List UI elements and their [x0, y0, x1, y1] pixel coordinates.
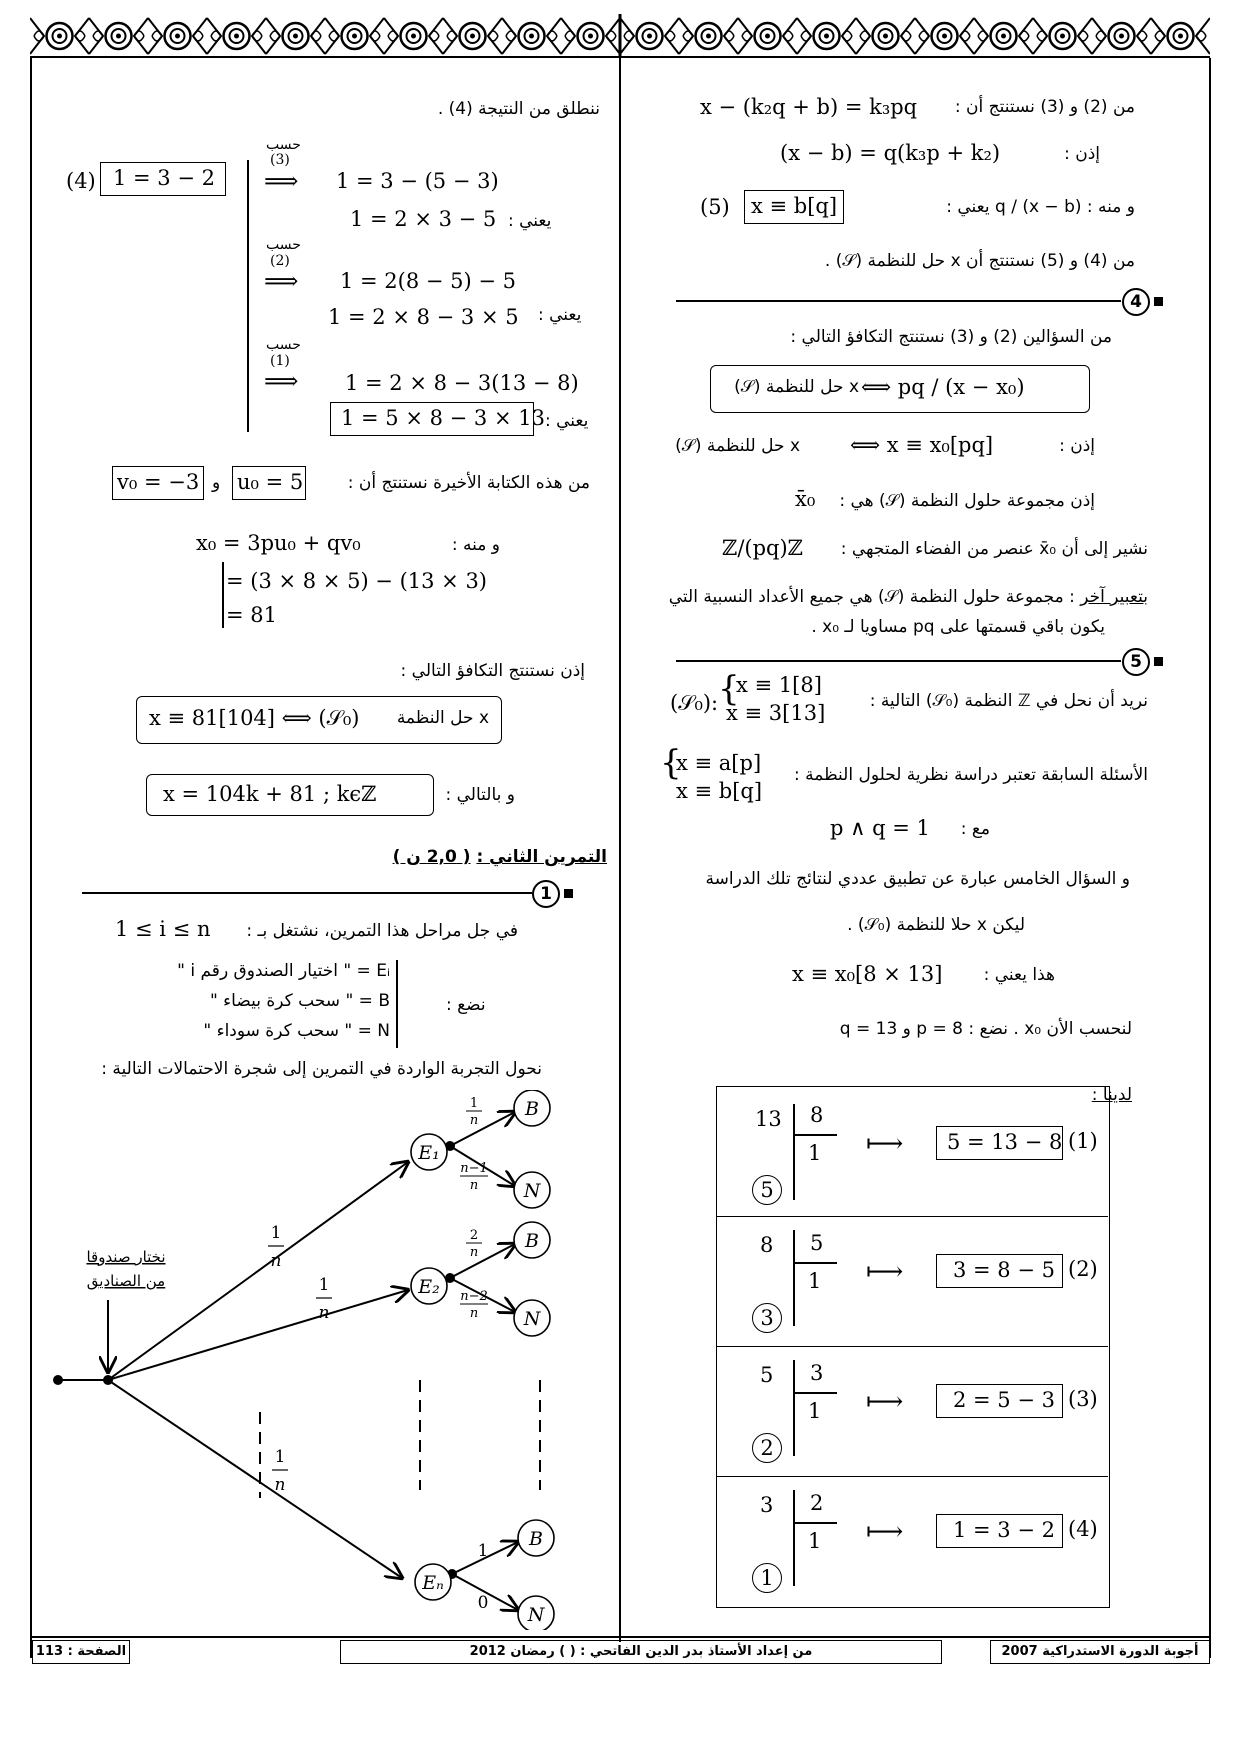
- r-section-4-marker: [1122, 288, 1163, 316]
- l-line3-c: = 81: [226, 603, 277, 627]
- r-section-4-num: 4: [1122, 288, 1150, 316]
- l-step3: 1 = 2 × 8 − 3(13 − 8): [345, 371, 579, 395]
- tree-p1n-num: n−1: [460, 1161, 488, 1176]
- tree-p2n-num: n−2: [460, 1289, 488, 1304]
- r-div4-dividend: 3: [760, 1493, 774, 1517]
- column-divider: [619, 58, 621, 1642]
- l-general-solution-box: [146, 774, 434, 816]
- l-section-1-num: 1: [532, 880, 560, 908]
- l-step1b-text: يعني :: [508, 211, 552, 231]
- r-div1-remainder: 5: [752, 1175, 782, 1205]
- r-div2-arrow: ⟼: [866, 1257, 904, 1287]
- r-line17-text: لدينا :: [1091, 1085, 1132, 1105]
- l-general-solution: x = 104k + 81 ; kϵℤ: [163, 782, 377, 806]
- l-step3b-text: يعني :: [545, 411, 589, 431]
- r-div3-arrow: ⟼: [866, 1387, 904, 1417]
- r-div3-hbar: [793, 1392, 837, 1394]
- r-div3-remainder: 2: [752, 1433, 782, 1463]
- l-implies-1: ⟹: [264, 167, 299, 195]
- r-div3-tag: (3): [1068, 1387, 1098, 1411]
- r-line10-b: x ≡ 3[13]: [726, 701, 826, 725]
- l-implies-3: ⟹: [264, 367, 299, 395]
- l-line4-text: إذن نستنتج التكافؤ التالي :: [400, 661, 585, 681]
- probability-tree: [40, 1090, 580, 1630]
- r-equiv2-text: x حل للنظمة (𝒮): [675, 436, 800, 456]
- tree-e2-label: E₂: [418, 1276, 440, 1298]
- l-exercise2-points: ( 2,0 ن ): [392, 847, 471, 867]
- r-div4-quotient: 1: [808, 1529, 822, 1553]
- l-box-start: [100, 162, 226, 196]
- r-div3-dividend: 5: [760, 1363, 774, 1387]
- r-line4-text: من (4) و (5) نستنتج أن x حل للنظمة (𝒮) .: [824, 251, 1135, 271]
- r-section-5-num: 5: [1122, 648, 1150, 676]
- tree-p2b-num: 2: [469, 1228, 479, 1243]
- r-line10-brace: {: [718, 669, 740, 709]
- tree-wn-den: n: [274, 1475, 286, 1495]
- r-div3-result-box: [936, 1384, 1063, 1418]
- l-ref-3: (1): [270, 353, 290, 369]
- r-section-5-marker: [1122, 648, 1163, 676]
- l-box-final: [330, 402, 545, 436]
- tree-w2-den: n: [318, 1303, 330, 1323]
- r-line5-text: من السؤالين (2) و (3) نستنتج التكافؤ التالي :: [790, 327, 1112, 347]
- r-div1-result-box: [936, 1126, 1063, 1160]
- r-div4-remainder: 1: [752, 1563, 782, 1593]
- l-section-1-marker: [532, 880, 573, 908]
- l-step1: 1 = 3 − (5 − 3): [336, 169, 499, 193]
- r-div3-result: 2 = 5 − 3: [953, 1388, 1055, 1412]
- tree-wn-num: 1: [274, 1447, 286, 1467]
- tree-p1n-den: n: [469, 1178, 479, 1193]
- tree-b1-label: B: [525, 1098, 539, 1120]
- r-div4-result-box: [936, 1514, 1063, 1548]
- r-section-4-square: [1154, 297, 1163, 306]
- l-hasab-1: حسب: [266, 137, 301, 153]
- r-line10-lhs: (𝒮₀):: [670, 691, 719, 715]
- l-def-b: B = " سحب كرة بيضاء ": [209, 991, 390, 1011]
- r-line11-b: x ≡ b[q]: [676, 779, 763, 803]
- r-line8-text: : مجموعة حلول النظمة (𝒮) هي جميع الأعداد النسبية التي: [668, 587, 1075, 607]
- l-exercise2-heading: [393, 848, 607, 867]
- r-box-x-mod-q-text: x ≡ b[q]: [751, 194, 838, 218]
- r-line6-text: إذن مجموعة حلول النظمة (𝒮) هي :: [839, 491, 1095, 511]
- r-line15-text: هذا يعني :: [983, 965, 1055, 985]
- l-defs-bar: [396, 960, 398, 1048]
- l-line3-text: و منه :: [451, 535, 500, 555]
- r-line2-math: (x − b) = q(k₃p + k₂): [780, 141, 1001, 165]
- r-line12-text: مع :: [960, 819, 990, 839]
- l-line3-b: = (3 × 8 × 5) − (13 × 3): [226, 569, 487, 593]
- tree-p1b-num: 1: [469, 1096, 479, 1111]
- tree-p2n-den: n: [469, 1306, 479, 1321]
- r-div4-arrow: ⟼: [866, 1517, 904, 1547]
- tree-pnn: 0: [477, 1593, 489, 1613]
- r-div1-divisor: 8: [810, 1103, 824, 1127]
- r-line11-a: x ≡ a[p]: [676, 751, 762, 775]
- r-equiv1-text: x حل للنظمة (𝒮): [734, 377, 859, 397]
- l-sep-1: [82, 892, 532, 894]
- l-step2: 1 = 2(8 − 5) − 5: [340, 269, 517, 293]
- r-line2-text: إذن :: [1064, 144, 1100, 164]
- tree-pnb: 1: [477, 1541, 489, 1561]
- l-line3-bar: [222, 562, 224, 628]
- l-u0: u₀ = 5: [237, 470, 304, 494]
- l-line6-text: في جل مراحل هذا التمرين، نشتغل بـ :: [246, 921, 518, 941]
- l-line6-math: 1 ≤ i ≤ n: [115, 917, 211, 941]
- l-line5-text: و بالتالي :: [445, 785, 515, 805]
- footer-page-number: الصفحة : 113: [32, 1640, 130, 1664]
- tree-edges: [58, 1112, 540, 1610]
- footer-top-line: [30, 1636, 1210, 1638]
- l-step2b: 1 = 2 × 8 − 3 × 5: [328, 305, 519, 329]
- r-line11-brace: {: [660, 743, 682, 783]
- l-line7-text: نحول التجربة الواردة في التمرين إلى شجرة الاحتمالات التالية :: [101, 1059, 542, 1079]
- r-div4-tag: (4): [1068, 1517, 1098, 1541]
- l-v0: v₀ = −3: [117, 470, 200, 494]
- r-div2-result: 3 = 8 − 5: [953, 1258, 1055, 1282]
- l-exercise2-title: التمرين الثاني :: [476, 847, 607, 867]
- l-equiv1-math: x ≡ 81[104] ⟺ (𝒮₀): [149, 706, 360, 730]
- r-equiv2-math: ⟺ x ≡ x₀[pq]: [850, 433, 994, 457]
- l-ref-1: (3): [270, 152, 290, 168]
- r-div4-divisor: 2: [810, 1491, 824, 1515]
- r-line7-math: ℤ/(pq)ℤ: [722, 536, 804, 560]
- r-line11-text: الأسئلة السابقة تعتبر دراسة نظرية لحلول النظمة :: [794, 765, 1148, 785]
- l-hasab-2: حسب: [266, 237, 301, 253]
- r-div2-remainder: 3: [752, 1303, 782, 1333]
- tree-root-dot: [53, 1375, 63, 1385]
- r-div1-quotient: 1: [808, 1141, 822, 1165]
- frame-left: [30, 58, 32, 1658]
- l-box-u0: [232, 466, 306, 500]
- tree-p2b-den: n: [469, 1245, 479, 1260]
- tree-choose-label-1: نختار صندوقا: [86, 1248, 166, 1266]
- r-equiv2-lead: إذن :: [1059, 436, 1095, 456]
- r-line6-math: x̄₀: [795, 487, 816, 511]
- r-div4-hbar: [793, 1522, 837, 1524]
- r-division-row-sep-2: [716, 1346, 1108, 1347]
- r-line3-text: و منه : q / (x − b) يعني :: [946, 197, 1135, 217]
- r-line16-text: لنحسب الأن x₀ . نضع : p = 8 و q = 13: [839, 1019, 1132, 1039]
- ornamental-header-border: [30, 14, 1210, 58]
- r-div1-arrow: ⟼: [866, 1129, 904, 1159]
- l-implies-2: ⟹: [264, 267, 299, 295]
- l-line2-text: من هذه الكتابة الأخيرة نستنتج أن :: [347, 473, 590, 493]
- footer-session: أجوبة الدورة الاستدراكية 2007: [990, 1640, 1210, 1664]
- r-div3-vbar: [793, 1360, 795, 1456]
- l-equiv1-text: x حل النظمة: [396, 708, 489, 728]
- r-div2-hbar: [793, 1262, 837, 1264]
- l-derivation-bar: [247, 160, 249, 432]
- r-line9-text: يكون باقي قسمتها على pq مساويا لـ x₀ .: [811, 617, 1105, 637]
- r-line13-text: و السؤال الخامس عبارة عن تطبيق عددي لنتائج تلك الدراسة: [705, 869, 1130, 889]
- r-div1-hbar: [793, 1134, 837, 1136]
- tree-w1-num: 1: [270, 1223, 282, 1243]
- r-div1-dividend: 13: [755, 1107, 782, 1131]
- r-sep-4: [676, 300, 1121, 302]
- r-div1-vbar: [793, 1104, 795, 1200]
- tree-e1-label: E₁: [418, 1142, 440, 1164]
- l-def-e: Eᵢ = " اختيار الصندوق رقم i ": [177, 961, 390, 981]
- r-div1-result: 5 = 13 − 8: [947, 1130, 1063, 1154]
- l-step2b-text: يعني :: [538, 305, 582, 325]
- r-div2-tag: (2): [1068, 1257, 1098, 1281]
- tree-p1b-den: n: [469, 1113, 479, 1128]
- l-step3b: 1 = 5 × 8 − 3 × 13: [341, 406, 545, 430]
- r-div4-result: 1 = 3 − 2: [953, 1518, 1055, 1542]
- r-div1-tag: (1): [1068, 1129, 1098, 1153]
- tree-n2-label: N: [523, 1308, 541, 1330]
- l-line1-text: ننطلق من النتيجة (4) .: [437, 99, 600, 119]
- r-line8-underlined: بتعبير آخر: [1080, 587, 1148, 607]
- tree-n1-label: N: [523, 1180, 541, 1202]
- r-div2-result-box: [936, 1254, 1063, 1288]
- r-line10-text: نريد أن نحل في ℤ النظمة (𝒮₀) التالية :: [869, 691, 1148, 711]
- r-section-5-square: [1154, 657, 1163, 666]
- tree-w2-num: 1: [318, 1275, 330, 1295]
- r-line14-text: ليكن x حلا للنظمة (𝒮₀) .: [847, 915, 1025, 935]
- r-equiv-box-1: [710, 365, 1090, 413]
- r-line12-math: p ∧ q = 1: [830, 816, 930, 840]
- l-box-start-text: 1 = 3 − 2: [113, 166, 215, 190]
- l-tag4: (4): [66, 169, 96, 193]
- l-box-v0: [112, 466, 204, 500]
- l-section-1-square: [564, 889, 573, 898]
- tree-branch-dot: [103, 1375, 113, 1385]
- tree-choose-label-2: من الصناديق: [86, 1272, 166, 1290]
- tree-bn-label: B: [529, 1528, 543, 1550]
- r-division-row-sep-1: [716, 1216, 1108, 1217]
- r-line7-text: نشير إلى أن x̄₀ عنصر من الفضاء المتجهي :: [840, 539, 1148, 559]
- r-equiv1-math: ⟺ pq / (x − x₀): [861, 375, 1025, 399]
- l-hasab-3: حسب: [266, 337, 301, 353]
- r-line15-math: x ≡ x₀[8 × 13]: [792, 962, 943, 986]
- l-and: و: [212, 473, 221, 493]
- r-div2-vbar: [793, 1230, 795, 1326]
- r-sep-5: [676, 660, 1121, 662]
- l-def-n: N = " سحب كرة سوداء ": [203, 1021, 390, 1041]
- r-div2-dividend: 8: [760, 1233, 774, 1257]
- l-defs-lead: نضع :: [446, 995, 486, 1015]
- r-line10-a: x ≡ 1[8]: [736, 673, 822, 697]
- footer-author: من إعداد الأستاذ بدر الدين الفاتحي : ( ) رمضان 2012: [340, 1640, 942, 1664]
- tree-b2-label: B: [525, 1230, 539, 1252]
- r-box-x-mod-q: [744, 190, 844, 224]
- r-div2-divisor: 5: [810, 1231, 824, 1255]
- r-div3-quotient: 1: [808, 1399, 822, 1423]
- l-equiv-box-1: [136, 696, 502, 744]
- l-ref-2: (2): [270, 253, 290, 269]
- tree-w1-den: n: [270, 1251, 282, 1271]
- l-step1b: 1 = 2 × 3 − 5: [350, 207, 497, 231]
- tree-nn-label: N: [527, 1604, 545, 1626]
- frame-right: [1209, 58, 1211, 1658]
- r-division-row-sep-3: [716, 1476, 1108, 1477]
- r-div2-quotient: 1: [808, 1269, 822, 1293]
- r-tag5: (5): [700, 195, 730, 219]
- r-line8: [669, 588, 1148, 607]
- l-line3-math: x₀ = 3pu₀ + qv₀: [196, 531, 361, 555]
- tree-en-label: Eₙ: [422, 1572, 444, 1594]
- r-div3-divisor: 3: [810, 1361, 824, 1385]
- r-line1-math: x − (k₂q + b) = k₃pq: [700, 95, 918, 119]
- r-line1-text: من (2) و (3) نستنتج أن :: [954, 97, 1135, 117]
- r-div4-vbar: [793, 1490, 795, 1586]
